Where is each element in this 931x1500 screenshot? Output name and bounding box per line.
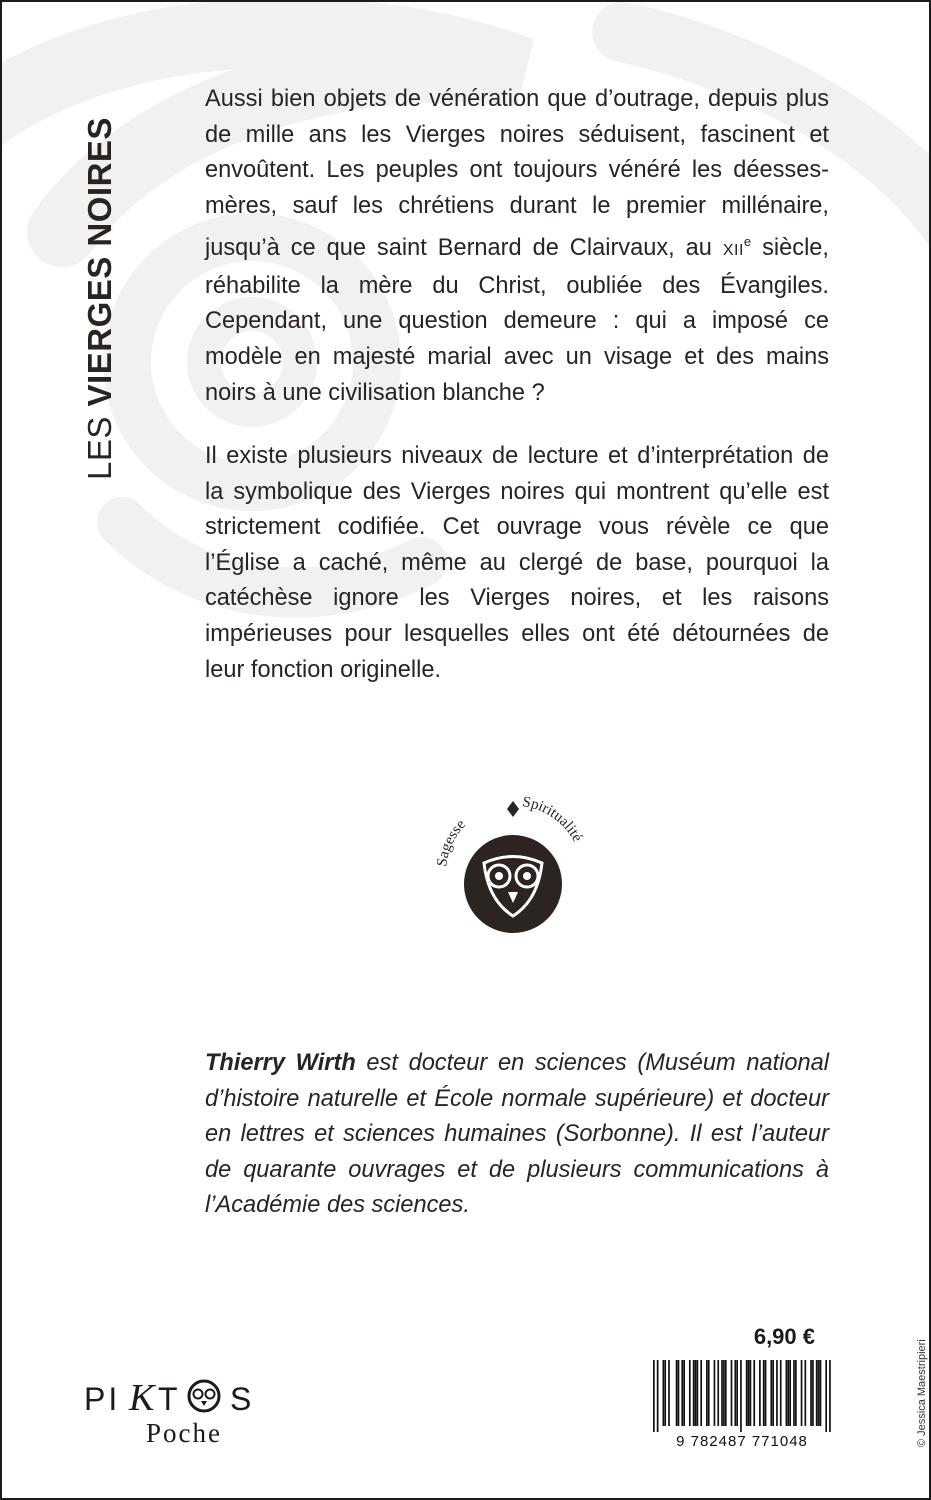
barcode-bar	[801, 1360, 803, 1426]
publisher-name-k: K	[129, 1377, 155, 1419]
publisher-name-left: PI	[84, 1381, 121, 1417]
isbn-barcode	[653, 1358, 831, 1450]
publisher-name-t: T	[158, 1381, 178, 1417]
barcode-bar	[683, 1360, 685, 1426]
blurb-p1-text-b: siècle, réhabilite la mère du Christ, oubliée des Évangiles. Cependant, une question demeure : qui a imposé ce modèle en majesté marial avec un visage et des mains noirs à une civilisation blanche ?	[205, 235, 829, 406]
barcode-bar	[693, 1360, 695, 1426]
diamond-icon	[507, 801, 519, 817]
barcode-bar	[723, 1360, 725, 1426]
publisher-subline: Poche	[146, 1418, 222, 1448]
barcode-bar	[708, 1360, 710, 1426]
author-bio-text: est docteur en sciences (Muséum national d’histoire naturelle et École normale supérieure) et docteur en lettres et sciences humaines (Sorbonne). Il est l’auteur de quarante ouvrages et de plusieurs communications à l’Académie des sciences.	[205, 1050, 829, 1219]
barcode-bar	[662, 1360, 664, 1426]
barcode-bar	[695, 1360, 697, 1426]
barcode-bar	[725, 1360, 727, 1426]
barcode-bar	[689, 1360, 691, 1426]
owl-icon	[189, 1381, 219, 1411]
barcode-bar	[734, 1360, 736, 1426]
barcode-bar	[668, 1360, 670, 1426]
barcode-bar	[772, 1360, 774, 1426]
spine-title-main: VIERGES NOIRES	[81, 117, 118, 407]
blurb-p1-text-a: Aussi bien objets de vénération que d’outrage, depuis plus de mille ans les Vierges noires séduisent, fascinent et envoûtent. Les peuples ont toujours vénéré les déesses-mères, sauf les chrétiens durant le premier millénaire, jusqu’à ce que saint Bernard de Clairvaux, au	[205, 86, 829, 262]
publisher-name-right: S	[230, 1381, 252, 1417]
barcode-bar	[746, 1360, 748, 1426]
spine-title	[80, 80, 120, 480]
barcode-bar	[793, 1360, 795, 1426]
century-ordinal: e	[743, 234, 752, 250]
collection-label-left: Sagesse	[434, 816, 469, 868]
collection-label-right: Spiritualité	[521, 794, 586, 845]
barcode-bar	[763, 1360, 765, 1426]
barcode-bar	[657, 1360, 659, 1432]
collection-emblem	[428, 788, 598, 938]
barcode-bar	[786, 1360, 788, 1426]
barcode-bar	[697, 1360, 699, 1426]
barcode-bar	[700, 1360, 702, 1426]
barcode-bar	[664, 1360, 666, 1426]
barcode-bar	[810, 1360, 812, 1426]
barcode-bar	[736, 1360, 738, 1426]
barcode-bar	[765, 1360, 767, 1426]
barcode-bars	[653, 1360, 831, 1432]
barcode-bar	[706, 1360, 708, 1426]
barcode-bar	[759, 1360, 761, 1426]
barcode-bar	[789, 1360, 791, 1426]
barcode-bar	[795, 1360, 797, 1426]
barcode-bar	[731, 1360, 733, 1426]
barcode-bar	[721, 1360, 723, 1426]
barcode-bar	[804, 1360, 806, 1426]
barcode-bar	[825, 1360, 827, 1432]
barcode-bar	[770, 1360, 772, 1426]
barcode-bar	[714, 1360, 716, 1426]
barcode-bar	[678, 1360, 680, 1426]
spine-title-prefix: LES	[81, 406, 118, 480]
barcode-bar	[776, 1360, 778, 1426]
barcode-bar	[816, 1360, 818, 1426]
photo-credit: © Jessica Maestripieri	[916, 1339, 928, 1447]
barcode-bar	[681, 1360, 683, 1426]
barcode-bar	[753, 1360, 755, 1426]
publisher-logo	[84, 1374, 264, 1454]
price-tag: 6,90 €	[753, 1324, 815, 1349]
barcode-bar	[750, 1360, 752, 1426]
barcode-bar	[780, 1360, 782, 1426]
barcode-bar	[748, 1360, 750, 1426]
author-name: Thierry Wirth	[205, 1050, 356, 1076]
barcode-bar	[676, 1360, 678, 1426]
barcode-bar	[820, 1360, 822, 1426]
author-bio	[205, 1046, 829, 1224]
barcode-digits: 9 782487 771048	[676, 1433, 808, 1450]
century-numeral: XII	[722, 242, 744, 260]
barcode-bar	[787, 1360, 789, 1426]
barcode-bar	[717, 1360, 719, 1426]
barcode-bar	[740, 1360, 742, 1432]
blurb-paragraph-1	[205, 82, 829, 411]
barcode-bar	[653, 1360, 655, 1432]
barcode-bar	[818, 1360, 820, 1426]
barcode-bar	[829, 1360, 831, 1432]
owl-icon	[464, 835, 562, 933]
blurb-paragraph-2: Il existe plusieurs niveaux de lecture et d’interprétation de la symbolique des Vierges noires qui montrent qu’elle est strictement codifiée. Cet ouvrage vous révèle ce que l’Église a caché, même au clergé de base, pourquoi la catéchèse ignore les Vierges noires, et les raisons impérieuses pour lesquelles elles ont été détournées de leur fonction originelle.	[205, 443, 829, 683]
barcode-bar	[812, 1360, 814, 1426]
